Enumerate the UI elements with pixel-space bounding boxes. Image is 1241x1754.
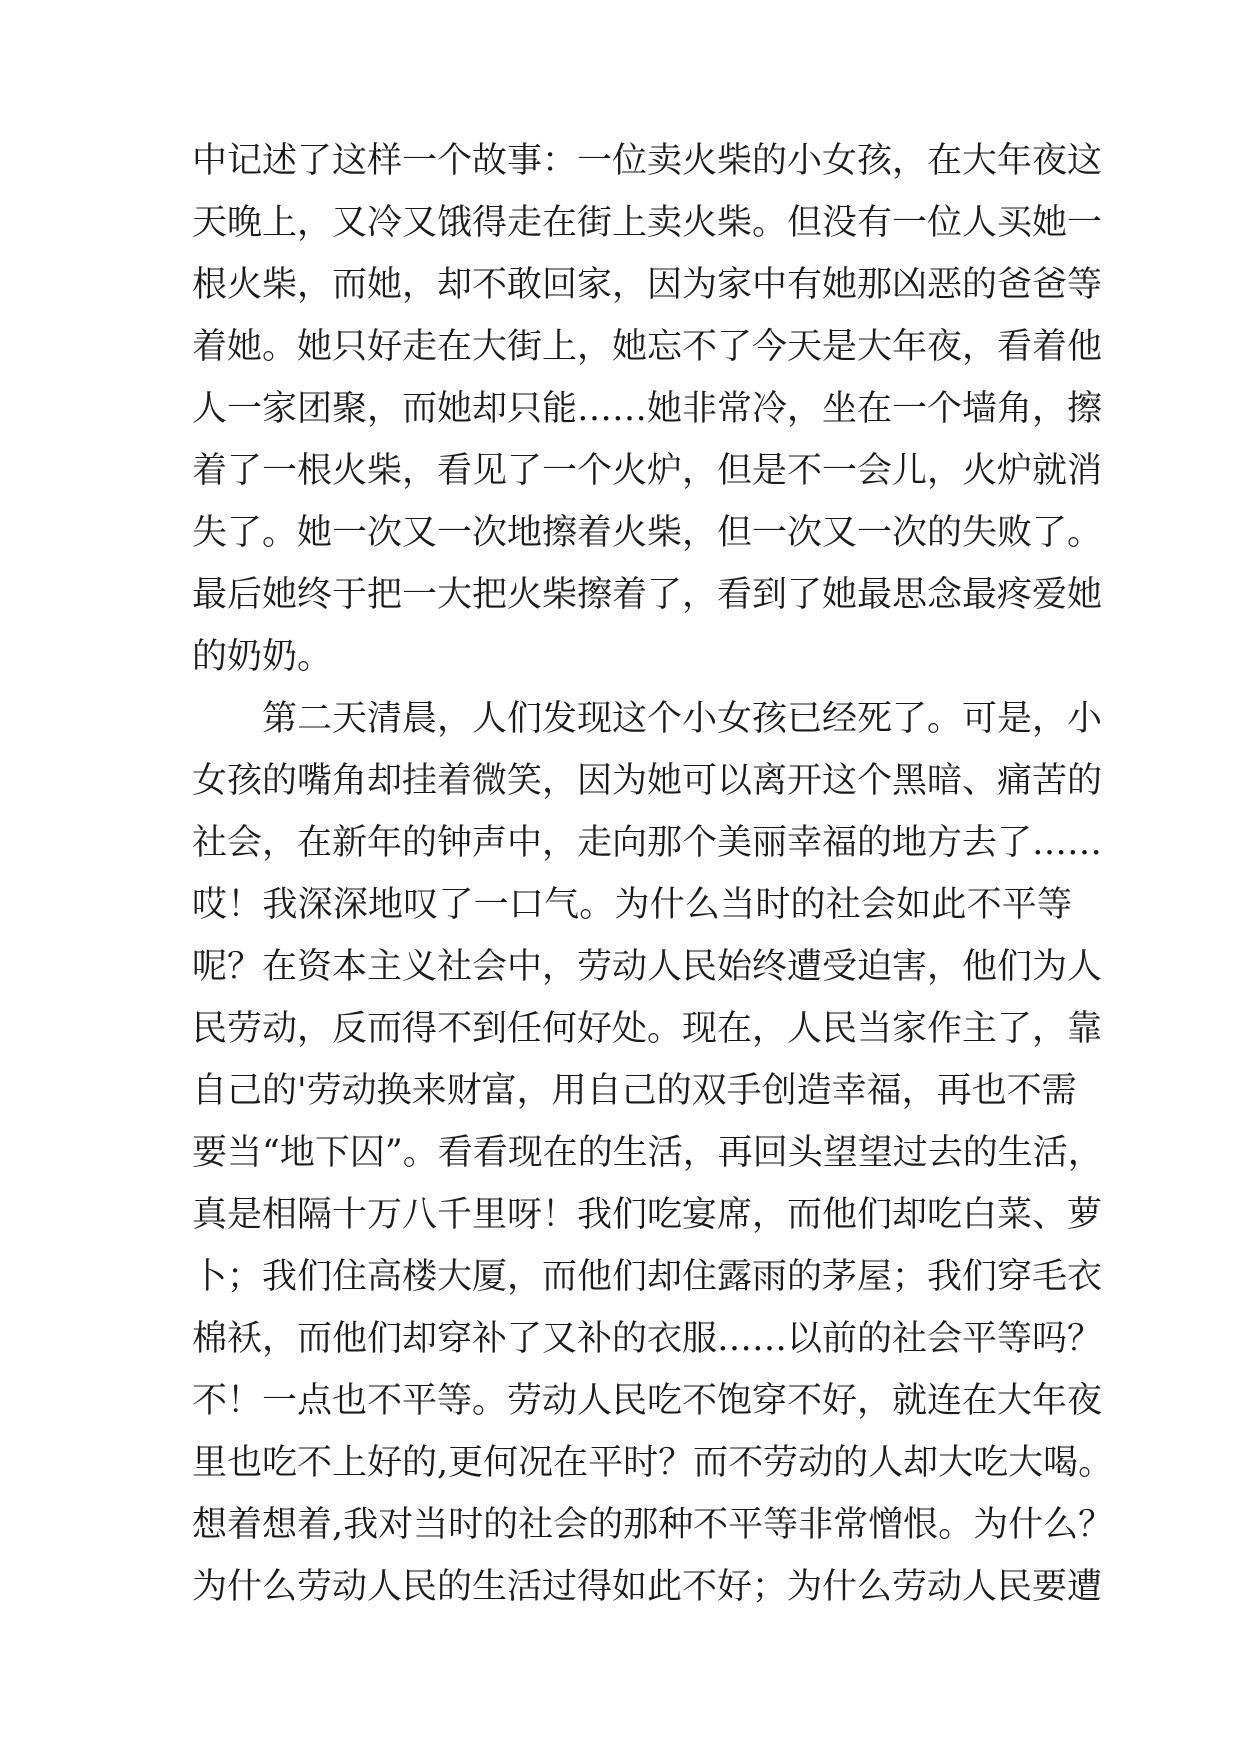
text-line: 真是相隔十万八千里呀！我们吃宴席，而他们却吃白菜、萝 <box>192 1195 1103 1235</box>
text-line: 呢？在资本主义社会中，劳动人民始终遭受迫害，他们为人 <box>192 947 1103 987</box>
text-line: 里也吃不上好的,更何况在平时？而不劳动的人却大吃大喝。 <box>192 1443 1114 1483</box>
text-line: 想着想着,我对当时的社会的那种不平等非常憎恨。为什么？ <box>192 1505 1114 1545</box>
text-line: 自己的'劳动换来财富，用自己的双手创造幸福，再也不需 <box>192 1071 1077 1111</box>
text-line: 天晚上，又冷又饿得走在街上卖火柴。但没有一位人买她一 <box>192 203 1103 243</box>
text-line: 民劳动，反而得不到任何好处。现在，人民当家作主了，靠 <box>192 1009 1103 1049</box>
text-line: 要当“地下囚”。看看现在的生活，再回头望望过去的生活， <box>192 1133 1103 1173</box>
paragraph-end-line: 的奶奶。 <box>192 637 333 677</box>
text-line: 社会，在新年的钟声中，走向那个美丽幸福的地方去了…… <box>192 823 1103 863</box>
text-line: 根火柴，而她，却不敢回家，因为家中有她那凶恶的爸爸等 <box>192 265 1103 305</box>
text-line: 着她。她只好走在大街上，她忘不了今天是大年夜，看着他 <box>192 327 1103 367</box>
text-line: 哎！我深深地叹了一口气。为什么当时的社会如此不平等 <box>192 885 1072 925</box>
text-line: 为什么劳动人民的生活过得如此不好；为什么劳动人民要遭 <box>192 1567 1103 1607</box>
body-text <box>192 130 1114 1618</box>
text-line: 卜；我们住高楼大厦，而他们却住露雨的茅屋；我们穿毛衣 <box>192 1257 1103 1297</box>
text-line: 不！一点也不平等。劳动人民吃不饱穿不好，就连在大年夜 <box>192 1381 1103 1421</box>
text-line: 人一家团聚，而她却只能……她非常冷，坐在一个墙角，擦 <box>192 389 1103 429</box>
text-line: 女孩的嘴角却挂着微笑，因为她可以离开这个黑暗、痛苦的 <box>192 761 1103 801</box>
text-line: 失了。她一次又一次地擦着火柴，但一次又一次的失败了。 <box>192 513 1103 553</box>
text-line: 最后她终于把一大把火柴擦着了，看到了她最思念最疼爱她 <box>192 575 1103 615</box>
paragraph-start-line: 第二天清晨，人们发现这个小女孩已经死了。可是，小 <box>262 699 1103 739</box>
text-line: 中记述了这样一个故事：一位卖火柴的小女孩，在大年夜这 <box>192 141 1103 181</box>
text-line: 着了一根火柴，看见了一个火炉，但是不一会儿，火炉就消 <box>192 451 1103 491</box>
text-line: 棉袄，而他们却穿补了又补的衣服……以前的社会平等吗？ <box>192 1319 1103 1359</box>
